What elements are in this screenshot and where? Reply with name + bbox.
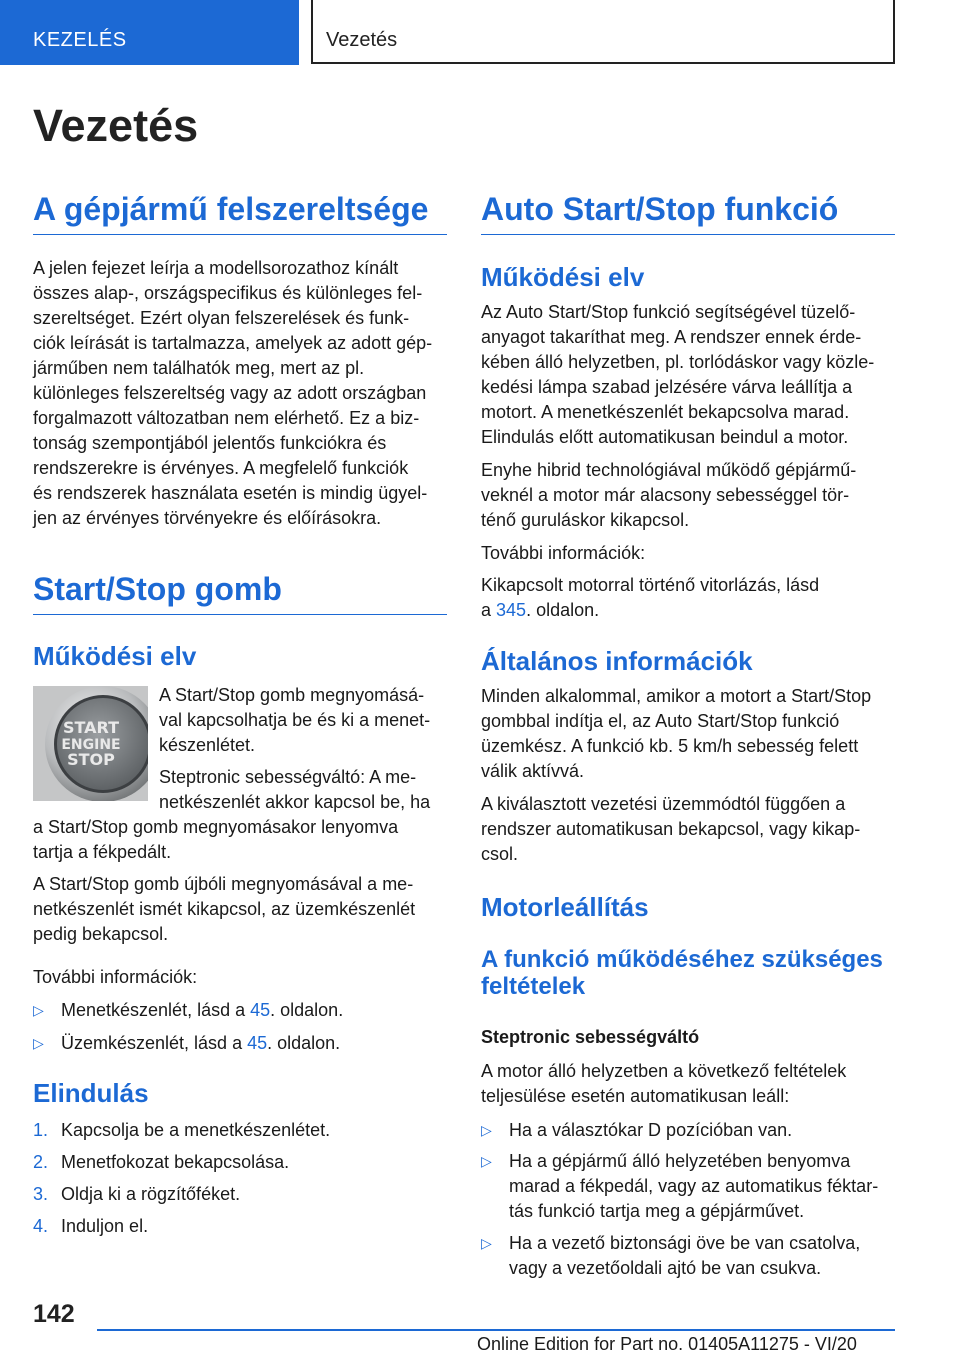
section-title: KEZELÉS xyxy=(33,29,127,51)
text-line: A Start/Stop gomb megnyomásá- xyxy=(159,685,425,705)
text-line: A jelen fejezet leírja a modellsorozathoz kínált xyxy=(33,258,399,278)
triangle-bullet-icon: ▷ xyxy=(33,1035,44,1051)
steptronic-heading: Steptronic sebességváltó xyxy=(481,1027,700,1047)
text-line: kedési lámpa szabad jelzésére várva leállítja a xyxy=(481,377,853,397)
text-line: motort. A menetkészenlét bekapcsolva marad. xyxy=(481,402,850,422)
page-link-45[interactable]: 45 xyxy=(250,1000,271,1020)
link-prefix: Menetkészenlét, lásd a xyxy=(61,1000,251,1020)
step-number: 4. xyxy=(33,1216,49,1236)
text-line: teljesülése esetén automatikusan leáll: xyxy=(481,1086,790,1106)
triangle-bullet-icon: ▷ xyxy=(481,1122,492,1138)
link-suffix: . oldalon. xyxy=(270,1000,344,1020)
text-line: kében álló helyzetben, pl. torlódáskor vagy közle- xyxy=(481,352,875,372)
more-info-label: További információk: xyxy=(33,967,198,987)
text-line: ténő guruláskor kikapcsol. xyxy=(481,510,690,530)
text-line: A kiválasztott vezetési üzemmódtól függően a xyxy=(481,794,846,814)
step-number: 1. xyxy=(33,1120,49,1140)
text-line: val kapcsolhatja be és ki a menet- xyxy=(159,710,431,730)
text-line: készenlétet. xyxy=(159,735,256,755)
condition-text: tás funkció tartja meg a gépjárművet. xyxy=(509,1201,805,1221)
more-info-label: További információk: xyxy=(481,543,646,563)
text-line: Kikapcsolt motorral történő vitorlázás, lásd xyxy=(481,575,820,595)
step-number: 3. xyxy=(33,1184,49,1204)
text-line: netkészenlét ismét kikapcsol, az üzemkészenlét xyxy=(33,899,416,919)
text-line: Enyhe hibrid technológiával működő gépjármű- xyxy=(481,460,857,480)
step-text: Induljon el. xyxy=(61,1216,149,1236)
triangle-bullet-icon: ▷ xyxy=(481,1235,492,1251)
text-line: Steptronic sebességváltó: A me- xyxy=(159,767,417,787)
text-line: A Start/Stop gomb újbóli megnyomásával a me- xyxy=(33,874,414,894)
text-line: különleges felszereltség vagy az adott országban xyxy=(33,383,427,403)
engine-off-heading: Motorleállítás xyxy=(481,892,649,922)
text-line: netkészenlét akkor kapcsol be, ha xyxy=(159,792,431,812)
ref-prefix: a xyxy=(481,600,497,620)
page-title: Vezetés xyxy=(33,100,199,151)
equipment-heading: A gépjármű felszereltsége xyxy=(33,191,447,235)
condition-text: Ha a vezető biztonsági öve be van csatolva, xyxy=(509,1233,861,1253)
ref-suffix: . oldalon. xyxy=(526,600,600,620)
text-line: a Start/Stop gomb megnyomásakor lenyomva xyxy=(33,817,399,837)
start-stop-button-image xyxy=(33,686,148,801)
startstop-principle-heading: Működési elv xyxy=(33,641,197,671)
text-line: csol. xyxy=(481,844,519,864)
text-line: gombbal indítja el, az Auto Start/Stop funkció xyxy=(481,711,840,731)
text-line: járműben nem találhatók meg, mert az pl. xyxy=(33,358,365,378)
text-line: összes alap-, országspecifikus és különleges fel- xyxy=(33,283,423,303)
startstop-heading: Start/Stop gomb xyxy=(33,571,447,615)
start-heading: Elindulás xyxy=(33,1078,149,1108)
text-line: A motor álló helyzetben a következő feltételek xyxy=(481,1061,847,1081)
step-text: Menetfokozat bekapcsolása. xyxy=(61,1152,290,1172)
text-line: rendszer automatikusan bekapcsol, vagy kikap- xyxy=(481,819,861,839)
text-line: veknél a motor már alacsony sebességgel tör- xyxy=(481,485,850,505)
text-line: szereltséget. Ezért olyan felszerelések és funk- xyxy=(33,308,410,328)
link-suffix: . oldalon. xyxy=(267,1033,341,1053)
text-line: anyagot takaríthat meg. A rendszer ennek érde- xyxy=(481,327,862,347)
text-line: és rendszerek használata esetén is mindig ügyel- xyxy=(33,483,428,503)
chapter-title: Vezetés xyxy=(326,29,398,51)
triangle-bullet-icon: ▷ xyxy=(33,1002,44,1018)
page-link-45[interactable]: 45 xyxy=(247,1033,268,1053)
step-text: Oldja ki a rögzítőféket. xyxy=(61,1184,241,1204)
text-line: válik aktívvá. xyxy=(481,761,585,781)
auto-startstop-heading: Auto Start/Stop funkció xyxy=(481,191,895,235)
condition-text: vagy a vezetőoldali ajtó be van csukva. xyxy=(509,1258,822,1278)
general-info-heading: Általános információk xyxy=(481,646,753,676)
page-link-345[interactable]: 345 xyxy=(496,600,527,620)
step-number: 2. xyxy=(33,1152,49,1172)
text-line: jen az érvényes törvényekre és előírásokra. xyxy=(33,508,382,528)
text-line: üzemkész. A funkció kb. 5 km/h sebesség felett xyxy=(481,736,859,756)
text-line: pedig bekapcsol. xyxy=(33,924,169,944)
text-line: Elindulás előtt automatikusan beindul a motor. xyxy=(481,427,849,447)
condition-text: marad a fékpedál, vagy az automatikus féktar- xyxy=(509,1176,879,1196)
auto-principle-heading: Működési elv xyxy=(481,262,645,292)
button-label-engine: ENGINE xyxy=(61,737,121,753)
condition-text: Ha a választókar D pozícióban van. xyxy=(509,1120,793,1140)
text-line: rendszerekre is érvényes. A megfelelő funkciók xyxy=(33,458,409,478)
text-line: ciók leírását is tartalmazza, amelyek az adott gép- xyxy=(33,333,433,353)
conditions-heading-line: feltételek xyxy=(481,973,586,1000)
page-number: 142 xyxy=(33,1300,75,1328)
condition-text: Ha a gépjármű álló helyzetében benyomva xyxy=(509,1151,851,1171)
page-reference xyxy=(481,598,599,623)
text-line: Az Auto Start/Stop funkció segítségével tüzelő- xyxy=(481,302,856,322)
button-label-stop: STOP xyxy=(67,750,115,769)
text-line: Minden alkalommal, amikor a motort a Start/Stop xyxy=(481,686,872,706)
link-prefix: Üzemkészenlét, lásd a xyxy=(61,1033,248,1053)
button-label-start: START xyxy=(62,718,120,737)
text-line: forgalmazott változatban nem elérhető. Ez a biz- xyxy=(33,408,420,428)
step-text: Kapcsolja be a menetkészenlétet. xyxy=(61,1120,331,1140)
edition-info: Online Edition for Part no. 01405A11275 - VI/20 xyxy=(477,1334,857,1354)
section-tab[interactable] xyxy=(0,0,299,65)
text-line: tartja a fékpedált. xyxy=(33,842,172,862)
triangle-bullet-icon: ▷ xyxy=(481,1153,492,1169)
chapter-tab[interactable] xyxy=(311,0,895,64)
start-engine-stop-button-icon xyxy=(33,686,148,801)
text-line: tonság szempontjából jelentős funkciókra és xyxy=(33,433,387,453)
footer-divider xyxy=(97,1329,895,1331)
conditions-heading-line: A funkció működéséhez szükséges xyxy=(481,946,883,973)
